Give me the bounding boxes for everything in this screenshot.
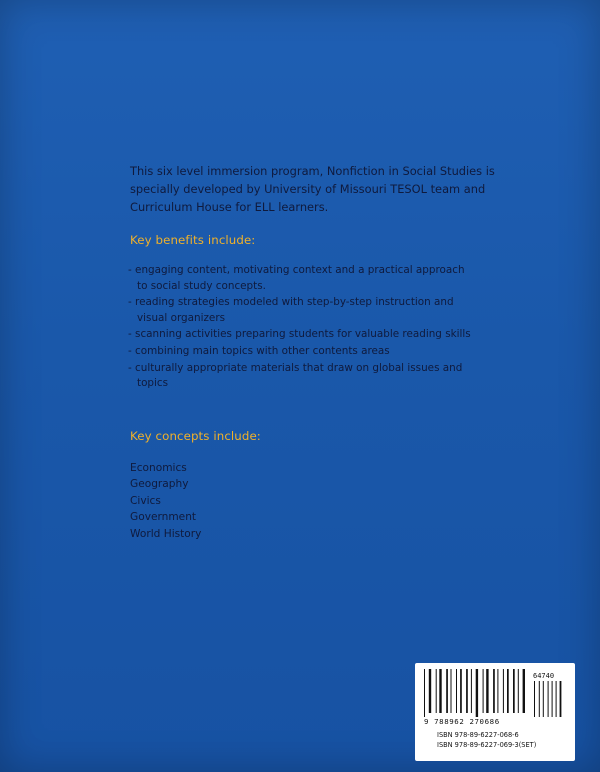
barcode-bar: [471, 669, 472, 713]
concepts-list: [130, 460, 201, 542]
barcode-bar: [429, 669, 431, 713]
barcode-ean-number: 9 788962 270686: [424, 717, 500, 726]
barcode-bar: [503, 669, 504, 713]
barcode-bar: [466, 669, 468, 713]
barcode-addon-bar: [552, 681, 553, 717]
barcode-bar: [451, 669, 452, 713]
barcode-bar: [497, 669, 498, 713]
concept-item: Economics: [130, 462, 187, 474]
intro-paragraph: [130, 162, 510, 216]
barcode-bar: [493, 669, 495, 713]
barcode-bar: [446, 669, 448, 713]
benefits-heading: Key benefits include:: [130, 233, 256, 247]
barcode-bar: [456, 669, 457, 713]
barcode-bar: [483, 669, 484, 713]
benefit-item: - scanning activities preparing students for valuable reading skills: [128, 328, 471, 341]
barcode-bar: [436, 669, 437, 713]
barcode-addon-bar: [556, 681, 557, 717]
barcode-bar: [476, 669, 478, 717]
barcode-bar: [513, 669, 515, 713]
isbn-set-line: ISBN 978-89-6227-069-3(SET): [437, 741, 537, 749]
barcode-addon-bar: [543, 681, 544, 717]
barcode-bar: [523, 669, 525, 713]
benefit-item: - engaging content, motivating context and a practical approach to social study concepts.: [128, 264, 465, 292]
intro-line: specially developed by University of Missouri TESOL team and: [130, 182, 486, 196]
concepts-heading: Key concepts include:: [130, 429, 261, 443]
barcode-addon-bar: [548, 681, 549, 717]
concept-item: Government: [130, 511, 197, 524]
barcode-bar: [460, 669, 462, 713]
barcode-bar: [424, 669, 425, 717]
barcode-addon-bar: [539, 681, 540, 717]
barcode-addon-bar: [534, 681, 535, 717]
isbn-line: ISBN 978-89-6227-068-6: [437, 731, 519, 739]
intro-line: This six level immersion program, Nonfiction in Social Studies is: [130, 164, 495, 178]
concept-item: Civics: [130, 494, 161, 507]
barcode-panel: [415, 663, 575, 761]
concept-item: World History: [130, 527, 202, 540]
concept-item: Geography: [130, 478, 189, 491]
barcode-addon-bar: [560, 681, 562, 717]
barcode-bar: [507, 669, 509, 713]
benefit-item: - combining main topics with other contents areas: [128, 344, 390, 357]
benefit-item: - culturally appropriate materials that draw on global issues and topics: [128, 361, 463, 390]
barcode-bar: [486, 669, 488, 713]
barcode-bar: [518, 669, 519, 713]
benefits-list: [128, 263, 478, 393]
barcode-bar: [439, 669, 441, 713]
barcode-addon-number: 64740: [533, 672, 555, 680]
intro-line: Curriculum House for ELL learners.: [130, 200, 329, 214]
benefit-item: - reading strategies modeled with step-by-step instruction and visual organizers: [128, 296, 454, 324]
